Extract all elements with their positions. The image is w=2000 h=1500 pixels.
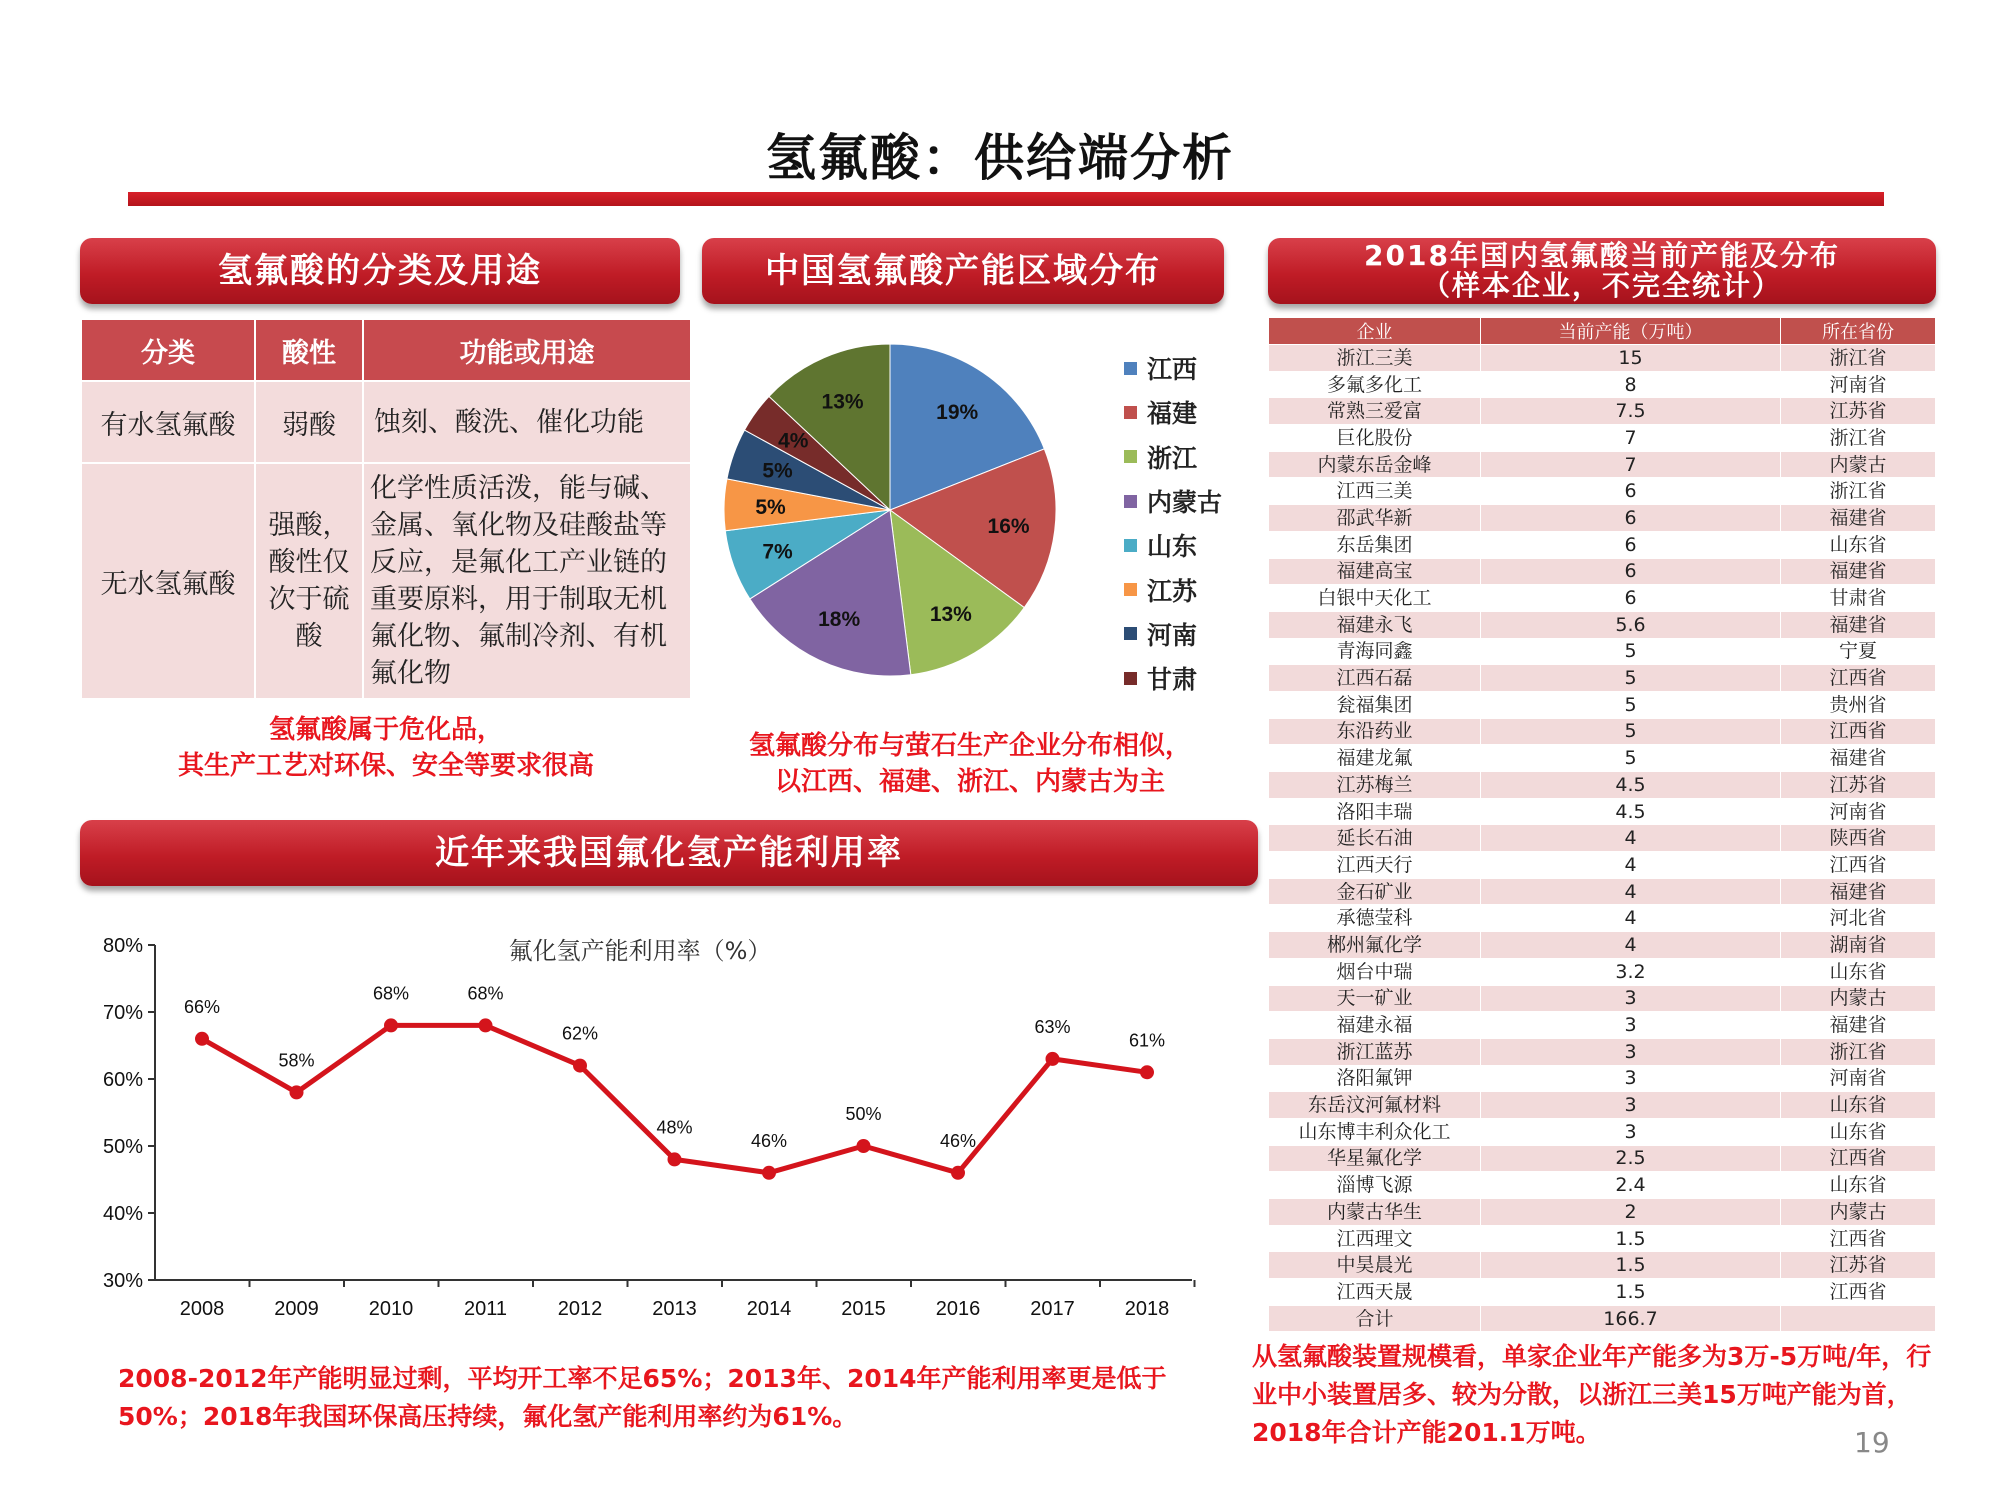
utilization-data-label: 66% [183, 996, 221, 1017]
capacity-cell: 4 [1481, 905, 1781, 932]
province-cell: 河北省 [1781, 905, 1936, 932]
x-tick-label: 2012 [557, 1298, 603, 1320]
province-cell: 河南省 [1781, 798, 1936, 825]
utilization-data-label: 61% [1128, 1030, 1166, 1051]
capacity-cell: 166.7 [1481, 1305, 1781, 1332]
province-cell: 江西省 [1781, 1145, 1936, 1172]
capacity-cell: 2.4 [1481, 1172, 1781, 1199]
province-cell: 福建省 [1781, 505, 1936, 532]
company-cell: 洛阳丰瑞 [1269, 798, 1481, 825]
company-cell: 内蒙古华生 [1269, 1199, 1481, 1226]
utilization-point [195, 1032, 209, 1046]
legend-item [1124, 656, 1222, 700]
classification-row [81, 463, 691, 699]
utilization-point [384, 1018, 398, 1032]
capacity-row [1269, 985, 1936, 1012]
province-cell: 山东省 [1781, 958, 1936, 985]
utilization-point [290, 1085, 304, 1099]
utilization-data-label: 46% [939, 1130, 977, 1151]
company-cell: 华星氟化学 [1269, 1145, 1481, 1172]
capacity-row [1269, 451, 1936, 478]
utilization-point [951, 1166, 965, 1180]
province-cell: 内蒙古 [1781, 1199, 1936, 1226]
utilization-data-label: 48% [656, 1117, 693, 1138]
capacity-cell: 5 [1481, 638, 1781, 665]
legend-label: 甘肃 [1147, 665, 1198, 695]
company-cell: 中昊晨光 [1269, 1252, 1481, 1279]
province-cell [1781, 1305, 1936, 1332]
legend-label: 浙江 [1147, 443, 1198, 473]
utilization-data-label: 63% [1034, 1016, 1071, 1037]
capacity-cell: 5 [1481, 665, 1781, 692]
company-cell: 郴州氟化学 [1269, 932, 1481, 959]
capacity-cell: 15 [1481, 345, 1781, 372]
category-cell: 无水氢氟酸 [81, 463, 255, 699]
province-cell: 贵州省 [1781, 691, 1936, 718]
utilization-point [762, 1166, 776, 1180]
legend-item [1124, 479, 1222, 523]
legend-label: 内蒙古 [1147, 488, 1223, 518]
capacity-row [1269, 1252, 1936, 1279]
x-tick-label: 2018 [1124, 1298, 1170, 1320]
y-tick-label: 30% [102, 1270, 143, 1292]
legend-item [1124, 567, 1222, 611]
province-cell: 宁夏 [1781, 638, 1936, 665]
legend-label: 河南 [1147, 620, 1198, 650]
capacity-row [1269, 345, 1936, 372]
capacity-cell: 1.5 [1481, 1252, 1781, 1279]
capacity-cell: 4.5 [1481, 798, 1781, 825]
legend-swatch [1124, 406, 1137, 419]
utilization-series-line [202, 1025, 1147, 1172]
capacity-cell: 8 [1481, 371, 1781, 398]
province-cell: 福建省 [1781, 1012, 1936, 1039]
header-capacity: 当前产能（万吨） [1481, 318, 1781, 345]
pie-slice-label: 13% [929, 602, 972, 626]
x-tick-label: 2008 [179, 1298, 225, 1320]
company-cell: 福建永福 [1269, 1012, 1481, 1039]
capacity-row [1269, 772, 1936, 799]
capacity-row [1269, 1199, 1936, 1226]
capacity-cell: 6 [1481, 478, 1781, 505]
capacity-cell: 2 [1481, 1199, 1781, 1226]
capacity-cell: 6 [1481, 531, 1781, 558]
capacity-cell: 4 [1481, 932, 1781, 959]
capacity-row [1269, 1012, 1936, 1039]
x-tick-label: 2011 [463, 1298, 508, 1320]
capacity-cell: 2.5 [1481, 1145, 1781, 1172]
utilization-data-label: 62% [561, 1023, 599, 1044]
capacity-cell: 3 [1481, 1038, 1781, 1065]
company-cell: 常熟三爱富 [1269, 398, 1481, 425]
y-tick-label: 60% [102, 1069, 143, 1091]
capacity-row [1269, 825, 1936, 852]
utilization-data-label: 68% [467, 983, 504, 1004]
capacity-row [1269, 665, 1936, 692]
capacity-header-row [1269, 318, 1936, 345]
utilization-data-label: 46% [750, 1130, 788, 1151]
capacity-cell: 3 [1481, 1118, 1781, 1145]
legend-item [1124, 346, 1222, 390]
company-cell: 烟台中瑞 [1269, 958, 1481, 985]
company-cell: 巨化股份 [1269, 425, 1481, 452]
capacity-cell: 7 [1481, 451, 1781, 478]
legend-item [1124, 612, 1222, 656]
company-cell: 福建高宝 [1269, 558, 1481, 585]
province-cell: 山东省 [1781, 531, 1936, 558]
capacity-cell: 6 [1481, 585, 1781, 612]
utilization-point [573, 1059, 587, 1073]
company-cell: 瓮福集团 [1269, 691, 1481, 718]
y-tick-label: 40% [102, 1203, 143, 1225]
capacity-row [1269, 1038, 1936, 1065]
category-cell: 有水氢氟酸 [81, 381, 255, 463]
utilization-point [857, 1139, 871, 1153]
province-cell: 福建省 [1781, 745, 1936, 772]
x-tick-label: 2017 [1030, 1298, 1075, 1320]
utilization-point [1140, 1065, 1154, 1079]
capacity-row [1269, 878, 1936, 905]
legend-label: 福建 [1147, 399, 1198, 429]
pie-banner: 中国氢氟酸产能区域分布 [702, 238, 1224, 304]
y-tick-label: 80% [102, 935, 143, 957]
company-cell: 浙江三美 [1269, 345, 1481, 372]
company-cell: 江苏梅兰 [1269, 772, 1481, 799]
capacity-cell: 5 [1481, 745, 1781, 772]
company-cell: 东沿药业 [1269, 718, 1481, 745]
pie-slice-label: 16% [987, 514, 1030, 538]
pie-legend [1124, 346, 1222, 700]
legend-label: 江苏 [1147, 576, 1198, 606]
pie-slice-label: 19% [936, 401, 979, 425]
acidity-cell: 弱酸 [255, 381, 363, 463]
capacity-note: 从氢氟酸装置规模看，单家企业年产能多为3万-5万吨/年，行业中小装置居多、较为分散，以浙江三美15万吨产能为首，2018年合计产能201.1万吨。 [1252, 1342, 1932, 1447]
utilization-point [479, 1018, 493, 1032]
capacity-row [1269, 798, 1936, 825]
capacity-row [1269, 691, 1936, 718]
classification-table [80, 318, 692, 700]
utilization-data-label: 58% [278, 1050, 315, 1071]
x-tick-label: 2016 [935, 1298, 981, 1320]
capacity-cell: 3 [1481, 985, 1781, 1012]
utilization-data-label: 50% [845, 1104, 882, 1124]
capacity-cell: 3.2 [1481, 958, 1781, 985]
capacity-row [1269, 371, 1936, 398]
province-cell: 浙江省 [1781, 345, 1936, 372]
capacity-row [1269, 718, 1936, 745]
company-cell: 合计 [1269, 1305, 1481, 1332]
company-cell: 承德莹科 [1269, 905, 1481, 932]
capacity-cell: 4 [1481, 878, 1781, 905]
x-tick-label: 2015 [841, 1298, 886, 1320]
company-cell: 江西理文 [1269, 1225, 1481, 1252]
capacity-row [1269, 852, 1936, 879]
page-number: 19 [1854, 1426, 1890, 1459]
company-cell: 多氟多化工 [1269, 371, 1481, 398]
legend-swatch [1124, 450, 1137, 463]
classification-header-row [81, 319, 691, 381]
capacity-banner-line2: （样本企业，不完全统计） [1421, 269, 1782, 302]
pie-slice-label: 5% [762, 459, 793, 483]
classification-row [81, 381, 691, 463]
pie-note-line2: 以江西、福建、浙江、内蒙古为主 [774, 767, 1165, 797]
legend-item [1124, 390, 1222, 434]
hazard-note-line1: 氢氟酸属于危化品， [268, 715, 503, 745]
capacity-table [1268, 317, 1936, 1332]
capacity-cell: 1.5 [1481, 1225, 1781, 1252]
company-cell: 延长石油 [1269, 825, 1481, 852]
company-cell: 天一矿业 [1269, 985, 1481, 1012]
use-cell: 化学性质活泼，能与碱、金属、氧化物及硅酸盐等反应，是氟化工产业链的重要原料，用于制取无机氟化物、氟制冷剂、有机氟化物 [363, 463, 691, 699]
pie-slice-label: 13% [821, 390, 864, 414]
header-province: 所在省份 [1781, 318, 1936, 345]
company-cell: 青海同鑫 [1269, 638, 1481, 665]
company-cell: 邵武华新 [1269, 505, 1481, 532]
x-tick-label: 2010 [368, 1298, 414, 1320]
province-cell: 山东省 [1781, 1092, 1936, 1119]
legend-swatch [1124, 627, 1137, 640]
utilization-point [1046, 1052, 1060, 1066]
capacity-row [1269, 1065, 1936, 1092]
company-cell: 浙江蓝苏 [1269, 1038, 1481, 1065]
province-cell: 江西省 [1781, 1225, 1936, 1252]
province-cell: 陕西省 [1781, 825, 1936, 852]
province-cell: 江苏省 [1781, 772, 1936, 799]
pie-slice-label: 4% [778, 429, 809, 453]
capacity-pie-chart [720, 340, 1080, 700]
y-tick-label: 50% [102, 1136, 143, 1158]
capacity-banner-line1: 2018年国内氢氟酸当前产能及分布 [1364, 239, 1840, 272]
capacity-row [1269, 425, 1936, 452]
x-tick-label: 2009 [274, 1298, 319, 1320]
capacity-row [1269, 932, 1936, 959]
pie-note [700, 728, 1240, 800]
province-cell: 内蒙古 [1781, 451, 1936, 478]
company-cell: 福建龙氟 [1269, 745, 1481, 772]
province-cell: 福建省 [1781, 611, 1936, 638]
province-cell: 山东省 [1781, 1118, 1936, 1145]
legend-item [1124, 523, 1222, 567]
header-use: 功能或用途 [363, 319, 691, 381]
capacity-row [1269, 745, 1936, 772]
legend-swatch [1124, 539, 1137, 552]
capacity-cell: 6 [1481, 505, 1781, 532]
capacity-row [1269, 478, 1936, 505]
legend-swatch [1124, 583, 1137, 596]
province-cell: 江西省 [1781, 665, 1936, 692]
capacity-cell: 1.5 [1481, 1279, 1781, 1306]
province-cell: 浙江省 [1781, 478, 1936, 505]
capacity-cell: 4 [1481, 852, 1781, 879]
province-cell: 河南省 [1781, 371, 1936, 398]
province-cell: 浙江省 [1781, 1038, 1936, 1065]
capacity-row [1269, 1305, 1936, 1332]
legend-swatch [1124, 495, 1137, 508]
header-company: 企业 [1269, 318, 1481, 345]
province-cell: 江西省 [1781, 852, 1936, 879]
pie-slice-label: 5% [755, 496, 786, 520]
company-cell: 江西天晟 [1269, 1279, 1481, 1306]
capacity-cell: 4 [1481, 825, 1781, 852]
company-cell: 江西石磊 [1269, 665, 1481, 692]
province-cell: 江苏省 [1781, 1252, 1936, 1279]
capacity-row [1269, 905, 1936, 932]
classification-banner: 氢氟酸的分类及用途 [80, 238, 680, 304]
capacity-cell: 3 [1481, 1092, 1781, 1119]
company-cell: 内蒙东岳金峰 [1269, 451, 1481, 478]
utilization-line-chart [80, 925, 1230, 1325]
capacity-row [1269, 585, 1936, 612]
capacity-cell: 6 [1481, 558, 1781, 585]
capacity-row [1269, 1279, 1936, 1306]
company-cell: 洛阳氟钾 [1269, 1065, 1481, 1092]
utilization-banner: 近年来我国氟化氢产能利用率 [80, 820, 1258, 886]
header-category: 分类 [81, 319, 255, 381]
company-cell: 福建永飞 [1269, 611, 1481, 638]
utilization-note: 2008-2012年产能明显过剩，平均开工率不足65%；2013年、2014年产能利用率更是低于50%；2018年我国环保高压持续，氟化氢产能利用率约为61%。 [118, 1364, 1167, 1431]
header-acidity: 酸性 [255, 319, 363, 381]
hazard-note [80, 712, 692, 784]
hazard-note-line2: 其生产工艺对环保、安全等要求很高 [177, 751, 594, 781]
acidity-cell: 强酸，酸性仅次于硫酸 [255, 463, 363, 699]
utilization-data-label: 68% [372, 983, 410, 1004]
capacity-banner [1268, 238, 1936, 304]
pie-note-line1: 氢氟酸分布与萤石生产企业分布相似， [748, 731, 1191, 761]
title-underline-bar [128, 192, 1884, 206]
capacity-cell: 4.5 [1481, 772, 1781, 799]
capacity-cell: 7.5 [1481, 398, 1781, 425]
capacity-cell: 5.6 [1481, 611, 1781, 638]
capacity-row [1269, 611, 1936, 638]
province-cell: 湖南省 [1781, 932, 1936, 959]
line-chart-title: 氟化氢产能利用率（%） [508, 937, 772, 965]
company-cell: 江西三美 [1269, 478, 1481, 505]
y-tick-label: 70% [102, 1002, 143, 1024]
company-cell: 江西天行 [1269, 852, 1481, 879]
company-cell: 山东博丰利众化工 [1269, 1118, 1481, 1145]
company-cell: 东岳汶河氟材料 [1269, 1092, 1481, 1119]
capacity-row [1269, 558, 1936, 585]
capacity-row [1269, 1118, 1936, 1145]
legend-label: 江西 [1147, 355, 1198, 385]
province-cell: 河南省 [1781, 1065, 1936, 1092]
province-cell: 福建省 [1781, 878, 1936, 905]
province-cell: 江西省 [1781, 718, 1936, 745]
utilization-point [668, 1152, 682, 1166]
legend-swatch [1124, 672, 1137, 685]
province-cell: 江苏省 [1781, 398, 1936, 425]
capacity-row [1269, 638, 1936, 665]
capacity-row [1269, 1145, 1936, 1172]
capacity-row [1269, 505, 1936, 532]
company-cell: 淄博飞源 [1269, 1172, 1481, 1199]
province-cell: 内蒙古 [1781, 985, 1936, 1012]
province-cell: 福建省 [1781, 558, 1936, 585]
slide-title: 氢氟酸：供给端分析 [766, 128, 1234, 187]
x-tick-label: 2014 [746, 1298, 792, 1320]
legend-item [1124, 435, 1222, 479]
legend-swatch [1124, 362, 1137, 375]
capacity-row [1269, 531, 1936, 558]
province-cell: 甘肃省 [1781, 585, 1936, 612]
x-tick-label: 2013 [652, 1298, 697, 1320]
capacity-row [1269, 398, 1936, 425]
capacity-cell: 3 [1481, 1012, 1781, 1039]
pie-slice-label: 18% [818, 608, 861, 632]
capacity-cell: 7 [1481, 425, 1781, 452]
legend-label: 山东 [1147, 532, 1198, 562]
company-cell: 金石矿业 [1269, 878, 1481, 905]
province-cell: 山东省 [1781, 1172, 1936, 1199]
use-cell: 蚀刻、酸洗、催化功能 [363, 381, 691, 463]
company-cell: 白银中天化工 [1269, 585, 1481, 612]
province-cell: 浙江省 [1781, 425, 1936, 452]
company-cell: 东岳集团 [1269, 531, 1481, 558]
capacity-row [1269, 1172, 1936, 1199]
capacity-row [1269, 1092, 1936, 1119]
capacity-row [1269, 1225, 1936, 1252]
capacity-row [1269, 958, 1936, 985]
province-cell: 江西省 [1781, 1279, 1936, 1306]
capacity-cell: 5 [1481, 691, 1781, 718]
pie-slice-label: 7% [762, 540, 793, 564]
capacity-cell: 5 [1481, 718, 1781, 745]
capacity-cell: 3 [1481, 1065, 1781, 1092]
